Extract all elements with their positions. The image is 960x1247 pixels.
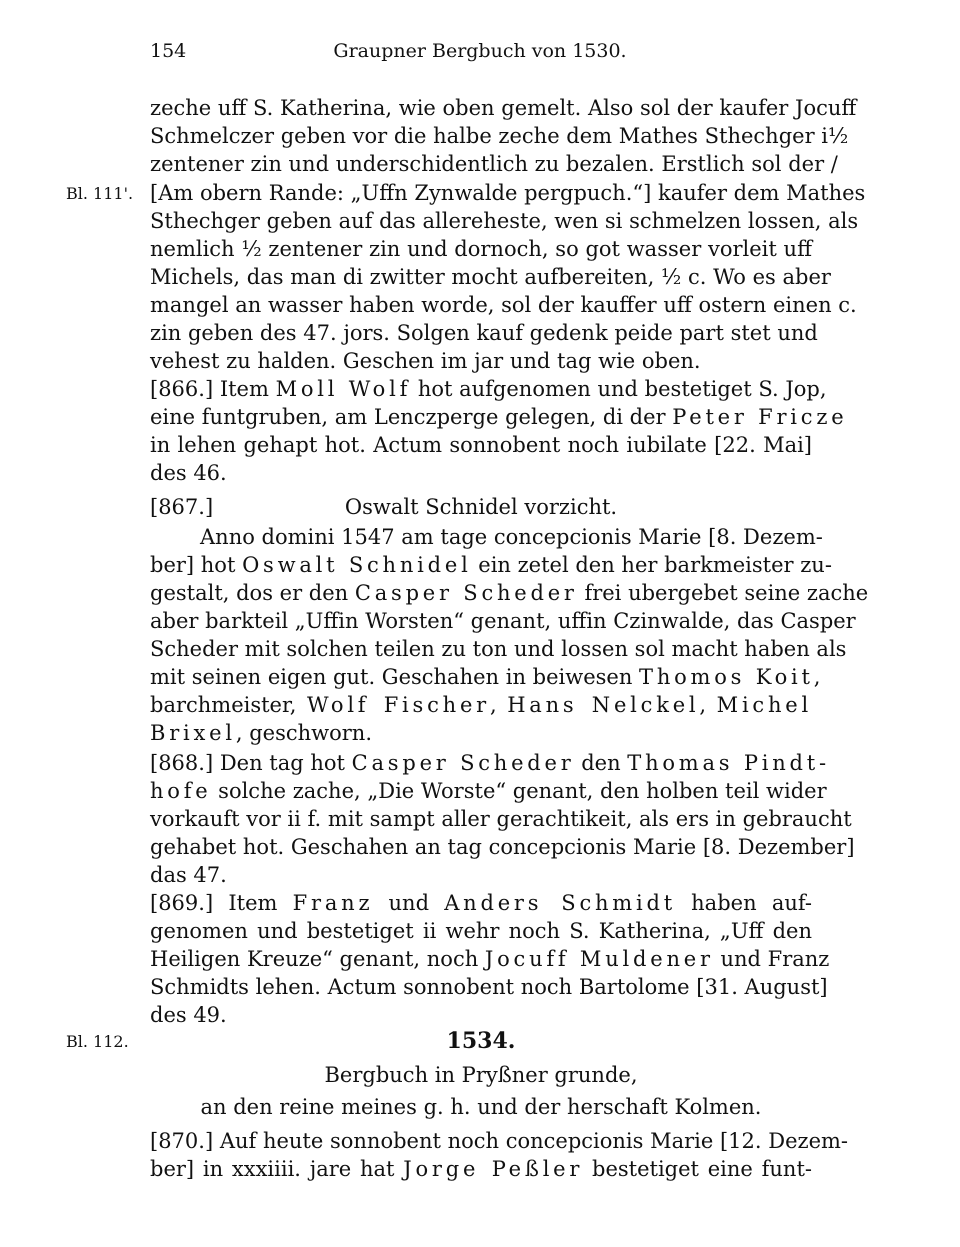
person-name: Jorge Peßler <box>403 1157 584 1181</box>
text-line: das 47. <box>150 863 227 887</box>
person-name: Brixel <box>150 721 236 745</box>
text-line: des 49. <box>150 1003 227 1027</box>
person-name: Peter Fricze <box>672 405 848 429</box>
person-name: Thomos Koit <box>639 665 814 689</box>
text-line: [870.] Auf heute sonnobent noch concepcionis Marie [12. Dezem- <box>150 1129 849 1153</box>
person-name: Moll Wolf <box>275 377 412 401</box>
section-year-heading: 1534. <box>446 1028 516 1054</box>
text-line <box>150 946 830 973</box>
text-line: vorkauft vor ii f. mit sampt aller gerachtikeit, als ers in gebraucht <box>150 807 852 831</box>
text-line <box>150 720 812 747</box>
text-line: genomen und bestetiget ii wehr noch S. Katherina, „Uff den <box>150 919 812 943</box>
running-title: Graupner Bergbuch von 1530. <box>333 40 627 62</box>
person-name: Jocuff Muldener <box>484 947 714 971</box>
person-name: Oswalt Schnidel <box>242 553 472 577</box>
text-run: den <box>574 751 628 775</box>
text-line <box>150 580 869 607</box>
text-line <box>150 404 848 431</box>
text-run: ber] hot <box>150 553 243 577</box>
text-run: haben auf- <box>675 891 812 915</box>
text-line: zentener zin und underschidentlich zu bezalen. Erstlich sol der / <box>150 152 838 176</box>
entry-title: Oswalt Schnidel vorzicht. <box>344 495 618 519</box>
text-run: und <box>373 891 445 915</box>
text-run: Heiligen Kreuze“ genant, noch <box>150 947 485 971</box>
text-run: frei ubergebet seine zache <box>577 581 869 605</box>
text-run: , geschworn. <box>235 721 373 745</box>
page-header <box>150 40 810 70</box>
text-run: bestetiget eine funt- <box>583 1157 812 1181</box>
section-subtitle: an den reine meines g. h. und der herschaft Kolmen. <box>200 1095 762 1119</box>
text-line <box>150 664 821 691</box>
text-line: aber barkteil „Uffin Worsten“ genant, uffin Czinwalde, das Casper <box>150 609 856 633</box>
person-name: Wolf Fischer <box>306 693 490 717</box>
text-run: [869.] Item <box>150 891 293 915</box>
text-line: nemlich ½ zentener zin und dornoch, so got wasser vorleit uff <box>150 237 812 261</box>
text-line: [Am obern Rande: „Uffn Zynwalde pergpuch.“] kaufer dem Mathes <box>150 181 866 205</box>
text-line: Michels, das man di zwitter mocht aufbereiten, ½ c. Wo es aber <box>150 265 831 289</box>
person-name: Franz <box>292 891 374 915</box>
page-number: 154 <box>150 40 187 62</box>
text-run: , <box>813 665 821 689</box>
text-run: [868.] Den tag hot <box>150 751 352 775</box>
text-line: vehest zu halden. Geschen im jar und tag wie oben. <box>150 349 701 373</box>
text-line: Scheder mit solchen teilen zu ton und lossen sol macht haben als <box>150 637 847 661</box>
text-line: Schmelczer geben vor die halbe zeche dem Mathes Sthechger i½ <box>150 124 849 148</box>
text-run: barchmeister, <box>150 693 307 717</box>
person-name: Casper Scheder <box>351 751 575 775</box>
person-name: hofe <box>150 779 212 803</box>
person-name: Thomas Pindt- <box>627 751 830 775</box>
text-line <box>150 750 830 777</box>
text-line: Anno domini 1547 am tage concepcionis Marie [8. Dezem- <box>200 525 823 549</box>
text-line: Schmidts lehen. Actum sonnobent noch Bartolome [31. August] <box>150 975 828 999</box>
text-run: eine funtgruben, am Lenczperge gelegen, di der <box>150 405 673 429</box>
text-line: mangel an wasser haben worde, sol der kauffer uff ostern einen c. <box>150 293 857 317</box>
section-subtitle: Bergbuch in Pryßner grunde, <box>324 1063 638 1087</box>
text-line: zeche uff S. Katherina, wie oben gemelt. Also sol der kaufer Jocuff <box>150 96 857 120</box>
text-line: gehabet hot. Geschahen an tag concepcionis Marie [8. Dezember] <box>150 835 855 859</box>
text-run: ein zetel den her barkmeister zu- <box>471 553 832 577</box>
text-line: des 46. <box>150 461 227 485</box>
text-run: ber] in xxxiiii. jare hat <box>150 1157 404 1181</box>
text-line <box>150 890 812 917</box>
person-name: Anders Schmidt <box>444 891 676 915</box>
person-name: Michel <box>716 693 812 717</box>
text-line: Sthechger geben auf das allereheste, wen si schmelzen lossen, als <box>150 209 859 233</box>
text-line: in lehen gehapt hot. Actum sonnobent noch iubilate [22. Mai] <box>150 433 812 457</box>
margin-note-folio: Bl. 111'. <box>66 184 134 203</box>
text-line <box>150 1156 812 1183</box>
text-run: gestalt, dos er den <box>150 581 355 605</box>
text-line <box>150 692 812 719</box>
text-line: zin geben des 47. jors. Solgen kauf gedenk peide part stet und <box>150 321 818 345</box>
text-run: , <box>489 693 508 717</box>
text-run: hot aufgenomen und bestetiget S. Jop, <box>411 377 827 401</box>
entry-heading <box>150 492 812 522</box>
text-line <box>150 778 827 805</box>
entry-number: [867.] <box>150 495 214 519</box>
person-name: Hans Nelckel <box>507 693 700 717</box>
text-line <box>150 552 832 579</box>
text-run: mit seinen eigen gut. Geschahen in beiwesen <box>150 665 640 689</box>
person-name: Casper Scheder <box>354 581 578 605</box>
margin-note-folio: Bl. 112. <box>66 1032 129 1051</box>
text-run: [866.] Item <box>150 377 276 401</box>
text-run: solche zache, „Die Worste“ genant, den holben teil wider <box>211 779 827 803</box>
text-run: und Franz <box>713 947 830 971</box>
text-run: , <box>699 693 717 717</box>
text-line <box>150 376 827 403</box>
